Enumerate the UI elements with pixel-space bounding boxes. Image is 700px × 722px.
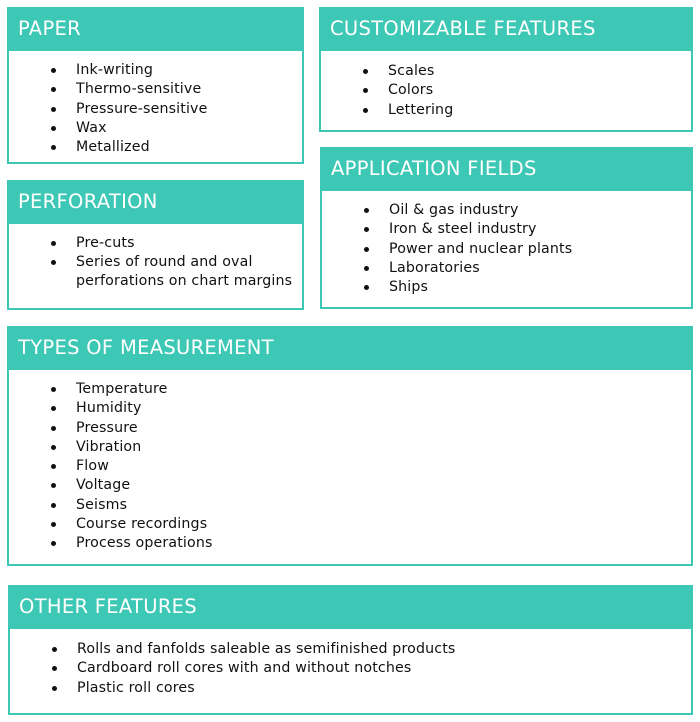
perforation-card: [7, 180, 304, 310]
list-item: Plastic roll cores: [46, 679, 455, 698]
list-item: Rolls and fanfolds saleable as semifinished products: [46, 640, 455, 659]
list-item: Colors: [357, 81, 453, 100]
list-item: Humidity: [45, 399, 213, 418]
list-item: Wax: [45, 119, 207, 138]
list-item: Course recordings: [45, 515, 213, 534]
types-of-measurement-list: [45, 380, 213, 554]
list-item: Oil & gas industry: [358, 201, 572, 220]
list-item: Vibration: [45, 438, 213, 457]
list-item: Flow: [45, 457, 213, 476]
perforation-title: PERFORATION: [18, 190, 158, 214]
application-fields-header: [320, 147, 693, 191]
paper-header: [7, 7, 304, 51]
list-item: Pressure-sensitive: [45, 100, 207, 119]
list-item: Metallized: [45, 138, 207, 157]
customizable-features-card: [319, 7, 693, 132]
perforation-list: [45, 234, 297, 291]
application-fields-card: [320, 147, 693, 309]
application-fields-list: [358, 201, 572, 297]
other-features-list: [46, 640, 455, 698]
list-item: Lettering: [357, 101, 453, 120]
customizable-features-title: CUSTOMIZABLE FEATURES: [330, 17, 596, 41]
list-item: Thermo-sensitive: [45, 80, 207, 99]
types-of-measurement-card: [7, 326, 693, 566]
list-item: Ink-writing: [45, 61, 207, 80]
list-item: Ships: [358, 278, 572, 297]
list-item: Process operations: [45, 534, 213, 553]
list-item: Seisms: [45, 496, 213, 515]
paper-list: [45, 61, 207, 157]
perforation-header: [7, 180, 304, 224]
list-item: Temperature: [45, 380, 213, 399]
other-features-header: [8, 585, 693, 629]
list-item: Iron & steel industry: [358, 220, 572, 239]
customizable-features-list: [357, 62, 453, 120]
paper-card: [7, 7, 304, 164]
paper-title: PAPER: [18, 17, 81, 41]
list-item: Pre-cuts: [45, 234, 297, 253]
application-fields-title: APPLICATION FIELDS: [331, 157, 537, 181]
types-of-measurement-header: [7, 326, 693, 370]
types-of-measurement-title: TYPES OF MEASUREMENT: [18, 336, 274, 360]
list-item: Cardboard roll cores with and without notches: [46, 659, 455, 678]
customizable-features-header: [319, 7, 693, 51]
list-item: Series of round and oval perforations on chart margins: [45, 253, 297, 291]
list-item: Pressure: [45, 419, 213, 438]
list-item: Voltage: [45, 476, 213, 495]
other-features-title: OTHER FEATURES: [19, 595, 197, 619]
list-item: Laboratories: [358, 259, 572, 278]
list-item: Power and nuclear plants: [358, 240, 572, 259]
other-features-card: [8, 585, 693, 715]
list-item: Scales: [357, 62, 453, 81]
